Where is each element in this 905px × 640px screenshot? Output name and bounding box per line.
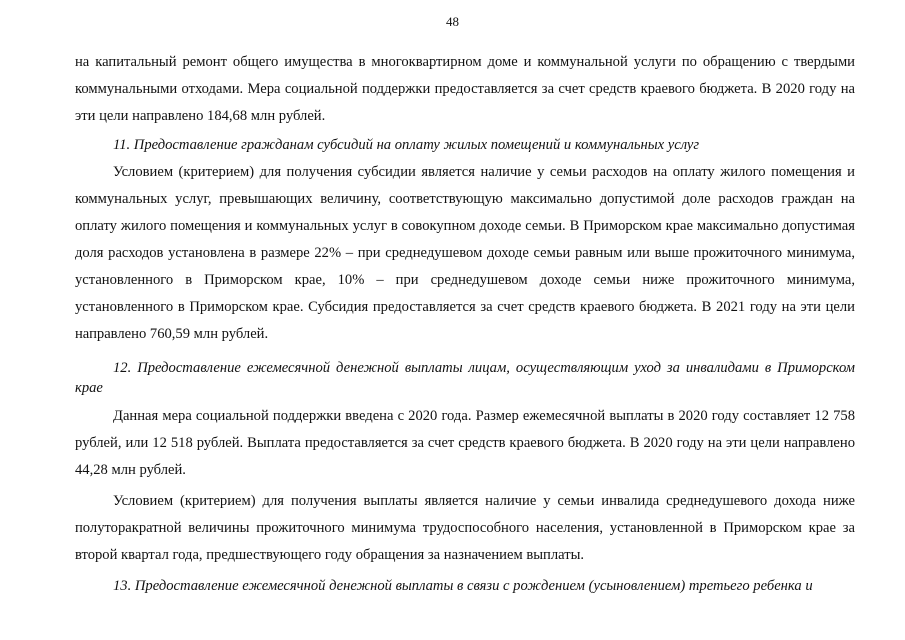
section-heading-13: 13. Предоставление ежемесячной денежной выплаты в связи с рождением (усыновлением) третьего ребенка и (113, 578, 813, 594)
section-heading-12: 12. Предоставление ежемесячной денежной выплаты лицам, осуществляющим уход за инвалидами в Приморском крае (75, 360, 855, 396)
paragraph-continuation: на капитальный ремонт общего имущества в многоквартирном доме и коммунальной услуги по обращению с твердыми коммунальными отходами. Мера социальной поддержки предоставляется за счет средств краевого бюджета. В 2020 году на эти цели направлено 184,68 млн рублей. (75, 54, 855, 124)
page-number: 48 (446, 14, 459, 29)
paragraph-subsidy-conditions: Условием (критерием) для получения субсидии является наличие у семьи расходов на оплату жилого помещения и коммунальных услуг, превышающих величину, соответствующую максимально допустимой доле расходов граждан на оплату жилого помещения и коммунальных услуг в совокупном доходе семьи. В Приморском крае максимально допустимая доля расходов установлена в размере 22% – при среднедушевом доходе семьи равным или выше прожиточного минимума, установленного в Приморском крае, 10% – при среднедушевом доходе семьи ниже прожиточного минимума, установленного в Приморском крае. Субсидия предоставляется за счет средств краевого бюджета. В 2021 году на эти цели направлено 760,59 млн рублей. (75, 164, 855, 342)
paragraph-care-conditions: Условием (критерием) для получения выплаты является наличие у семьи инвалида среднедушевого дохода ниже полуторакратной величины прожиточного минимума трудоспособного населения, установленной в Приморском крае за второй квартал года, предшествующего году обращения за назначением выплаты. (75, 493, 855, 563)
paragraph-care-payment: Данная мера социальной поддержки введена с 2020 года. Размер ежемесячной выплаты в 2020 году составляет 12 758 рублей, или 12 518 рублей. Выплата предоставляется за счет средств краевого бюджета. В 2020 году на эти цели направлено 44,28 млн рублей. (75, 408, 855, 478)
document-body (75, 49, 855, 600)
section-heading-11: 11. Предоставление гражданам субсидий на оплату жилых помещений и коммунальных услуг (113, 137, 700, 153)
